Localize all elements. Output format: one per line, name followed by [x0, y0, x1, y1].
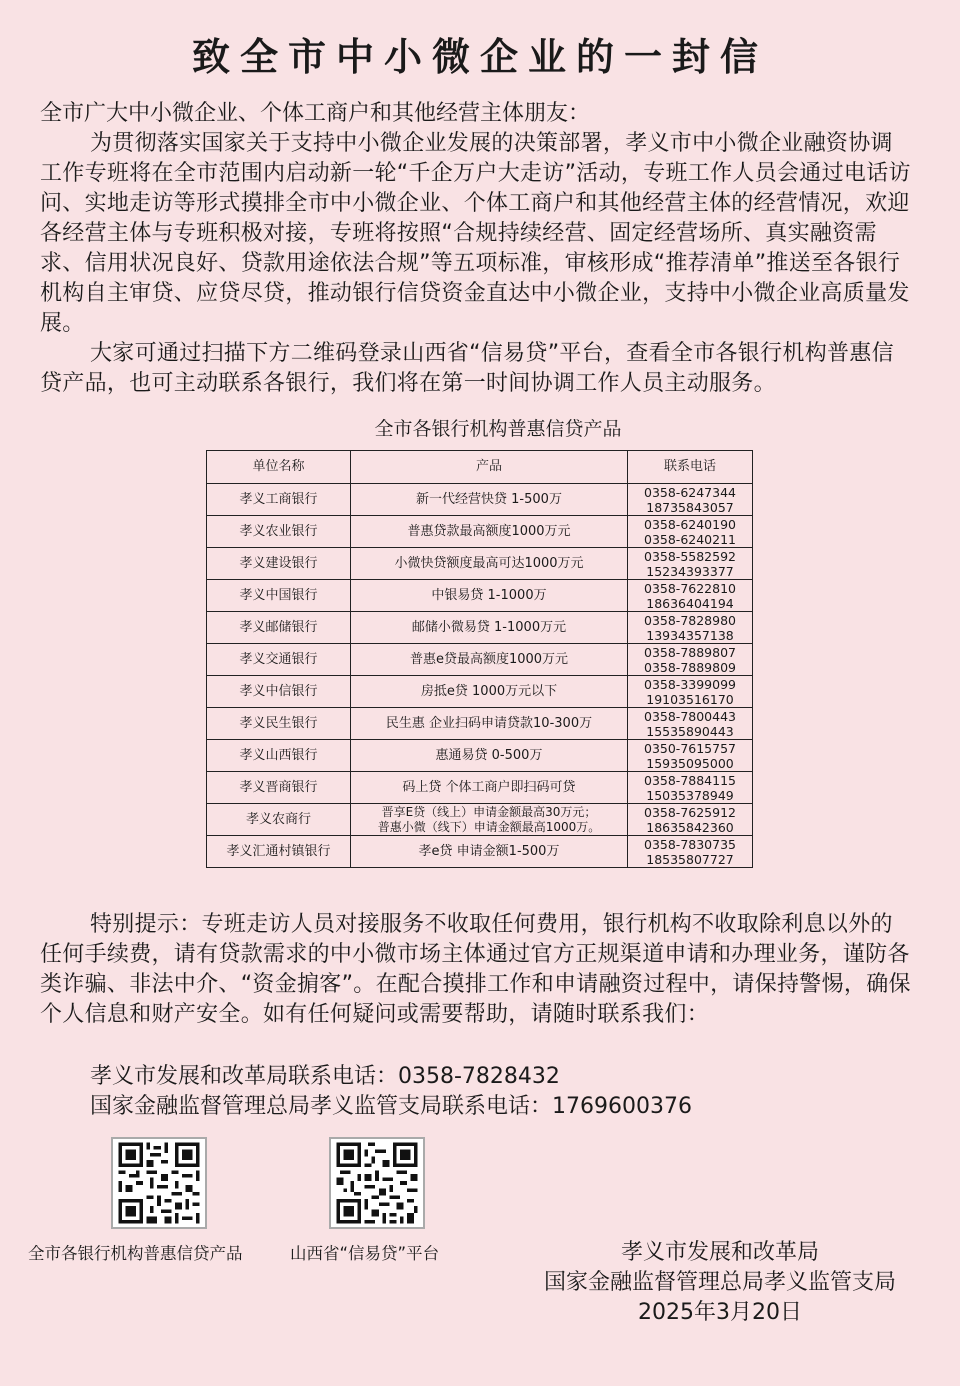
- paragraph-2-text: 大家可通过扫描下方二维码登录山西省“信易贷”平台，查看全市各银行机构普惠信贷产品，也可主动联系各银行，我们将在第一时间协调工作人员主动服务。: [40, 341, 894, 396]
- special-notice: [40, 910, 912, 1030]
- phone-2: 0358-6240211: [644, 531, 736, 547]
- phone-1: 0358-7622810: [644, 580, 736, 596]
- phone: [628, 804, 753, 836]
- phone-1: 0358-6240190: [644, 516, 736, 532]
- phone-2: 13934357138: [646, 627, 734, 643]
- phone-2: 18635842360: [646, 819, 734, 835]
- product: 邮储小微易贷 1-1000万元: [351, 612, 628, 644]
- qr-caption-bank-products: 全市各银行机构普惠信贷产品: [28, 1244, 243, 1263]
- greeting: 全市广大中小微企业、个体工商户和其他经营主体朋友：: [40, 101, 591, 126]
- phone-2: 15035378949: [646, 787, 734, 803]
- phone: [628, 548, 753, 580]
- phone-1: 0358-7830735: [644, 836, 736, 852]
- bank-name: 孝义中信银行: [207, 676, 351, 708]
- phone-2: 19103516170: [646, 691, 734, 707]
- table-row: [207, 644, 753, 676]
- bank-name: 孝义汇通村镇银行: [207, 836, 351, 868]
- table-row: [207, 676, 753, 708]
- table-row: [207, 708, 753, 740]
- contact-line-1: 孝义市发展和改革局联系电话：0358-7828432: [90, 1064, 560, 1089]
- phone: [628, 676, 753, 708]
- phone-2: 15935095000: [646, 755, 734, 771]
- phone: [628, 740, 753, 772]
- product-line-2: 普惠小微（线下）申请金额最高1000万。: [377, 819, 601, 834]
- phone-2: 0358-7889809: [644, 659, 736, 675]
- qr-code-bank-products[interactable]: [111, 1137, 207, 1229]
- product: 普惠e贷最高额度1000万元: [351, 644, 628, 676]
- paragraph-1: [40, 129, 912, 339]
- table-row: [207, 772, 753, 804]
- product: 小微快贷额度最高可达1000万元: [351, 548, 628, 580]
- phone: [628, 644, 753, 676]
- bank-products-table: [206, 450, 753, 868]
- bank-name: 孝义农商行: [207, 804, 351, 836]
- phone-1: 0350-7615757: [644, 740, 736, 756]
- product: 惠通易贷 0-500万: [351, 740, 628, 772]
- signature-block: [520, 1238, 920, 1328]
- signature-org-2: 国家金融监督管理总局孝义监管支局: [543, 1270, 896, 1295]
- qr-code-icon: [113, 1139, 205, 1227]
- letter-title: 致全市中小微企业的一封信: [191, 34, 768, 79]
- table-row: [207, 548, 753, 580]
- bank-name: 孝义晋商银行: [207, 772, 351, 804]
- paragraph-1-text: 为贯彻落实国家关于支持中小微企业发展的决策部署，孝义市中小微企业融资协调工作专班将在全市范围内启动新一轮“千企万户大走访”活动，专班工作人员会通过电话访问、实地走访等形式摸排全市中小微企业、个体工商户和其他经营主体的经营情况，欢迎各经营主体与专班积极对接，专班将按照“合规持续经营、固定经营场所、真实融资需求、信用状况良好、贷款用途依法合规”等五项标准，审核形成“推荐清单”推送至各银行机构自主审贷、应贷尽贷，推动银行信贷资金直达中小微企业，支持中小微企业高质量发展。: [40, 131, 911, 336]
- phone: [628, 836, 753, 868]
- header-bank: 单位名称: [207, 451, 351, 484]
- product: 民生惠 企业扫码申请贷款10-300万: [351, 708, 628, 740]
- header-phone: 联系电话: [628, 451, 753, 484]
- phone: [628, 516, 753, 548]
- phone-1: 0358-3399099: [644, 676, 736, 692]
- phone-1: 0358-7889807: [644, 644, 736, 660]
- phone-1: 0358-7625912: [644, 804, 736, 820]
- phone-2: 15535890443: [646, 723, 734, 739]
- bank-name: 孝义建设银行: [207, 548, 351, 580]
- contact-info: [90, 1062, 692, 1122]
- phone-1: 0358-5582592: [644, 548, 736, 564]
- table-row: [207, 740, 753, 772]
- product: [351, 804, 628, 836]
- phone: [628, 580, 753, 612]
- table-row: [207, 612, 753, 644]
- phone: [628, 708, 753, 740]
- qr-code-icon: [331, 1139, 423, 1227]
- special-notice-text: 特别提示：专班走访人员对接服务不收取任何费用，银行机构不收取除利息以外的任何手续费，请有贷款需求的中小微市场主体通过官方正规渠道申请和办理业务，谨防各类诈骗、非法中介、“资金掮客”。在配合摸排工作和申请融资过程中，请保持警惕，确保个人信息和财产安全。如有任何疑问或需要帮助，请随时联系我们：: [40, 912, 911, 1027]
- table-row: [207, 580, 753, 612]
- bank-name: 孝义邮储银行: [207, 612, 351, 644]
- bank-name: 孝义工商银行: [207, 484, 351, 516]
- table-caption: 全市各银行机构普惠信贷产品: [374, 418, 622, 440]
- product: 中银易贷 1-1000万: [351, 580, 628, 612]
- paragraph-2: [40, 339, 912, 399]
- product: 房抵e贷 1000万元以下: [351, 676, 628, 708]
- bank-name: 孝义中国银行: [207, 580, 351, 612]
- phone-2: 18636404194: [646, 595, 734, 611]
- product: 码上贷 个体工商户即扫码可贷: [351, 772, 628, 804]
- qr-caption-xinyidai: 山西省“信易贷”平台: [290, 1244, 440, 1263]
- phone-1: 0358-7800443: [644, 708, 736, 724]
- table-row: [207, 804, 753, 836]
- contact-line-2: 国家金融监督管理总局孝义监管支局联系电话：1769600376: [90, 1094, 692, 1119]
- phone-1: 0358-6247344: [644, 484, 736, 500]
- bank-name: 孝义农业银行: [207, 516, 351, 548]
- product: 新一代经营快贷 1-500万: [351, 484, 628, 516]
- product-line-1: 晋享E贷（线上）申请金额最高30万元；: [381, 804, 597, 819]
- signature-org-1: 孝义市发展和改革局: [620, 1240, 819, 1265]
- phone: [628, 612, 753, 644]
- phone-2: 18735843057: [646, 499, 734, 515]
- qr-code-xinyidai[interactable]: [329, 1137, 425, 1229]
- table-header-row: [207, 451, 753, 484]
- table-row: [207, 516, 753, 548]
- product: 普惠贷款最高额度1000万元: [351, 516, 628, 548]
- phone-1: 0358-7828980: [644, 612, 736, 628]
- table-row: [207, 484, 753, 516]
- table-row: [207, 836, 753, 868]
- phone: [628, 772, 753, 804]
- phone-2: 15234393377: [646, 563, 734, 579]
- bank-name: 孝义山西银行: [207, 740, 351, 772]
- phone: [628, 484, 753, 516]
- bank-name: 孝义交通银行: [207, 644, 351, 676]
- header-product: 产品: [351, 451, 628, 484]
- phone-2: 18535807727: [646, 851, 734, 867]
- phone-1: 0358-7884115: [644, 772, 736, 788]
- signature-date: 2025年3月20日: [638, 1300, 802, 1325]
- bank-name: 孝义民生银行: [207, 708, 351, 740]
- product: 孝e贷 申请金额1-500万: [351, 836, 628, 868]
